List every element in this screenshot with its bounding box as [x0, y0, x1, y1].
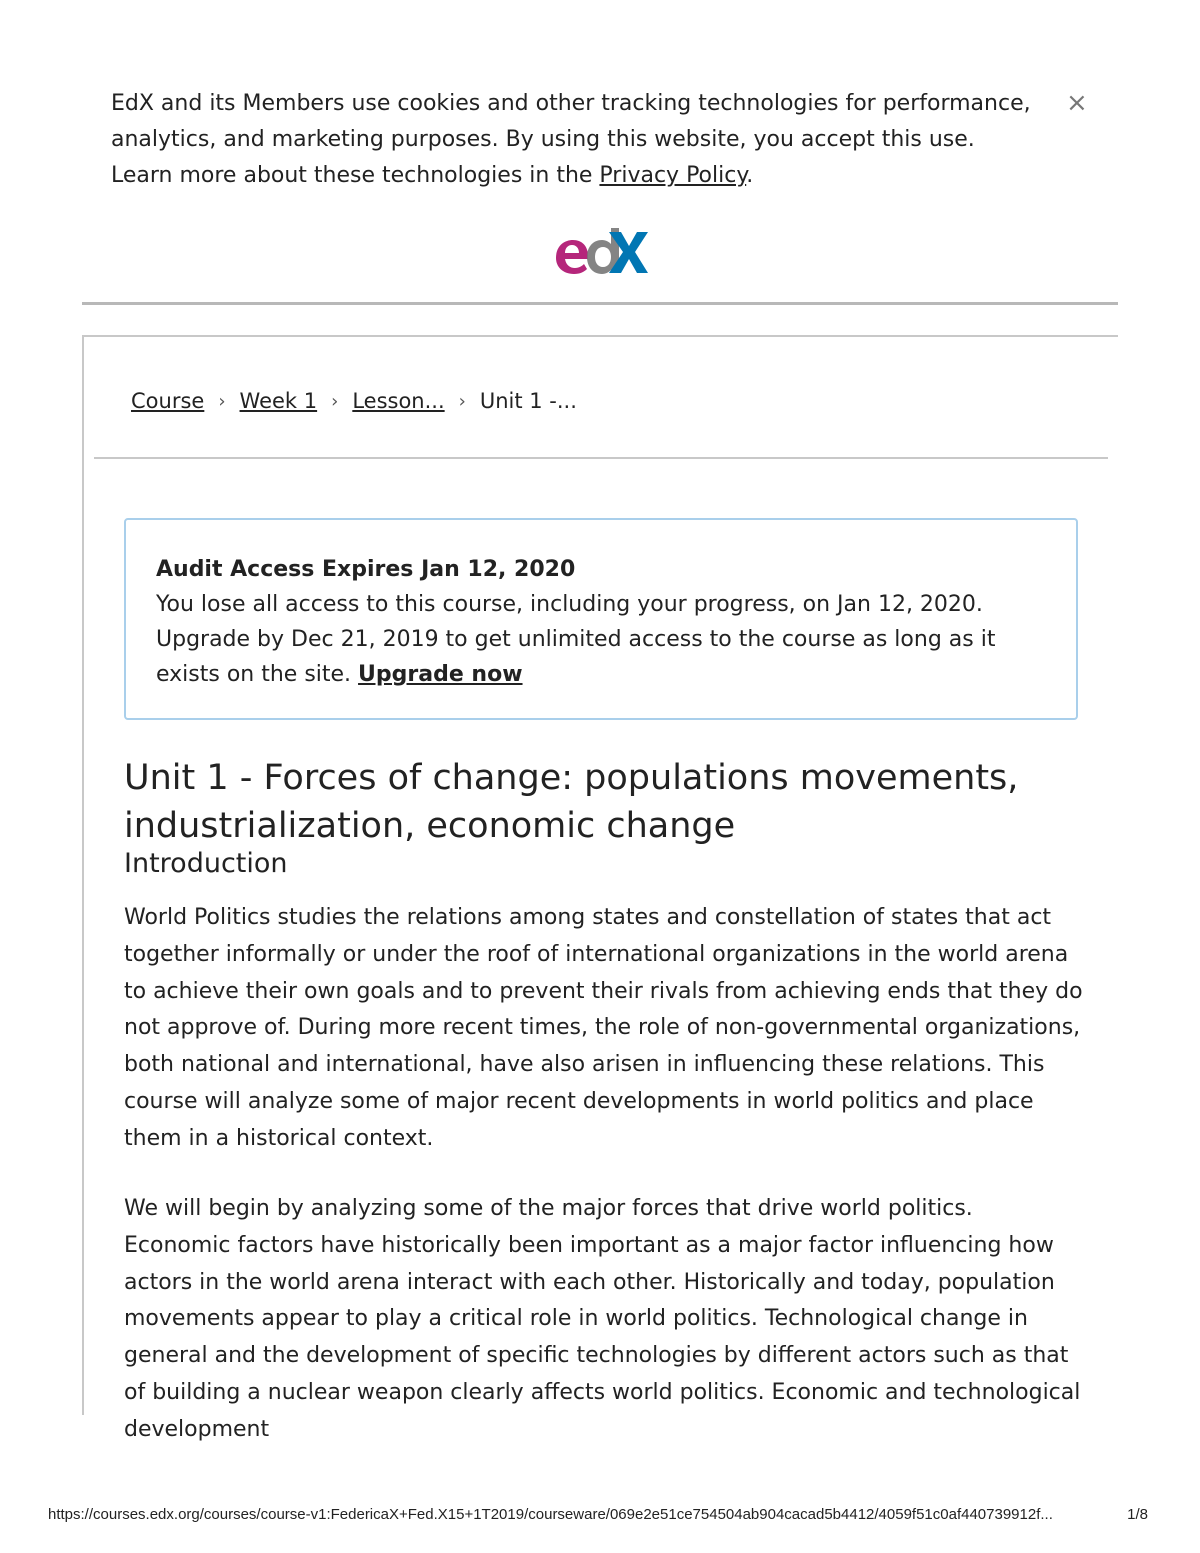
- breadcrumb-divider: [94, 457, 1108, 459]
- chevron-right-icon: ›: [458, 390, 466, 412]
- breadcrumb-week[interactable]: Week 1: [239, 389, 318, 413]
- alert-message: You lose all access to this course, including your progress, on Jan 12, 2020. Upgrade by Dec 21, 2019 to get unlimited access to the course as long as it exists on the site.: [156, 592, 996, 687]
- breadcrumb-course[interactable]: Course: [131, 389, 205, 413]
- header-divider: [82, 302, 1118, 305]
- cookie-banner-period: .: [746, 163, 754, 188]
- unit-title: Unit 1 - Forces of change: populations movements, industrialization, economic change: [124, 758, 1019, 846]
- logo-letter-e: [556, 240, 588, 274]
- chevron-right-icon: ›: [218, 390, 226, 412]
- cookie-banner: [111, 86, 1041, 194]
- breadcrumb-lesson[interactable]: Lesson...: [352, 389, 445, 413]
- alert-body: [156, 587, 1046, 692]
- cookie-banner-text: EdX and its Members use cookies and other tracking technologies for performance, analytics, and marketing purposes. By using this website, you accept this use. Learn more about these technologies in the: [111, 91, 1031, 188]
- alert-title: Audit Access Expires Jan 12, 2020: [156, 557, 576, 582]
- close-icon[interactable]: ×: [1066, 88, 1088, 118]
- section-subtitle: Introduction: [124, 848, 288, 879]
- audit-access-alert: [124, 518, 1078, 720]
- upgrade-now-link[interactable]: Upgrade now: [358, 662, 523, 687]
- breadcrumb: [131, 389, 577, 413]
- intro-paragraph-2: We will begin by analyzing some of the major forces that drive world politics. Economic factors have historically been important as a major factor influencing how actors in the world arena interact with each other. Historically and today, population movements appear to play a critical role in world politics. Technological change in general and the development of specific technologies by different actors such as that of building a nuclear weapon clearly affects world politics. Economic and technological development: [124, 1196, 1081, 1442]
- print-footer: [48, 1506, 1148, 1523]
- print-url: https://courses.edx.org/courses/course-v1:FedericaX+Fed.X15+1T2019/courseware/069e2e51ce754504ab904cacad5b4412/4059f51c0af440739912f...: [48, 1506, 1053, 1523]
- chevron-right-icon: ›: [331, 390, 339, 412]
- page-number: 1/8: [1127, 1506, 1148, 1523]
- privacy-policy-link[interactable]: Privacy Policy: [599, 163, 747, 188]
- intro-paragraph-1: World Politics studies the relations among states and constellation of states that act together informally or under the roof of international organizations in the world arena to achieve their own goals and to prevent their rivals from achieving ends that they do not approve of. During more recent times, the role of non-governmental organizations, both national and international, have also arisen in influencing these relations. This course will analyze some of major recent developments in world politics and place them in a historical context.: [124, 905, 1083, 1151]
- breadcrumb-current-unit: Unit 1 -...: [479, 389, 577, 413]
- edx-logo[interactable]: [553, 222, 649, 278]
